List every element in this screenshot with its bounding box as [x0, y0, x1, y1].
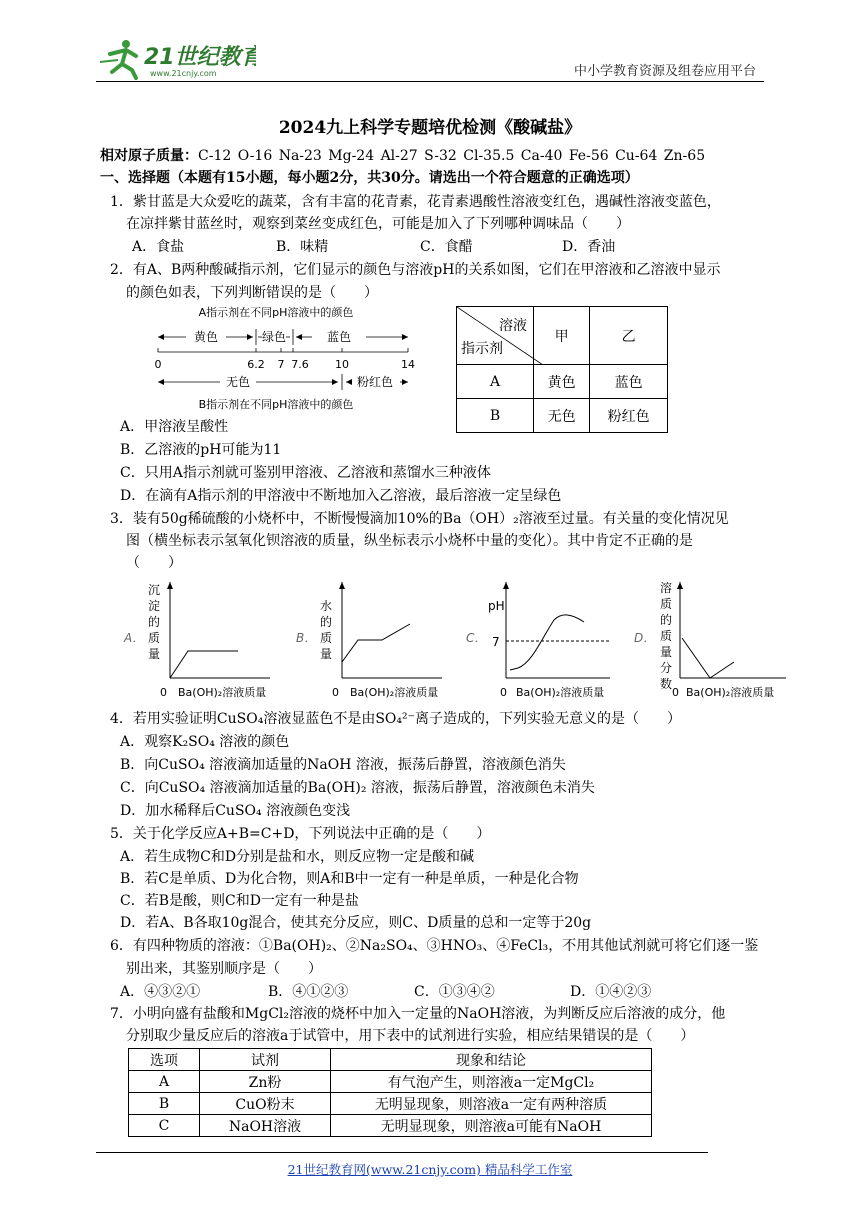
- footer-divider: [96, 1152, 708, 1153]
- svg-text:0: 0: [672, 686, 679, 699]
- q7-row-b-reagent: CuO粉末: [200, 1093, 331, 1115]
- tick-6-2: 6.2: [247, 358, 265, 371]
- q2-line1: 2．有A、B两种酸碱指示剂，它们显示的颜色与溶液pH的关系如图，它们在甲溶液和乙溶液中显示: [110, 262, 721, 278]
- atomic-masses: [100, 146, 705, 166]
- graph-a-label: A．: [124, 631, 145, 645]
- diagram-bottom-title: B指示剂在不同pH溶液中的颜色: [198, 398, 354, 411]
- row-b-c2: 粉红色: [590, 399, 668, 433]
- q5-option-b: B．若C是单质、D为化合物，则A和B中一定有一种是单质，一种是化合物: [120, 871, 579, 887]
- svg-text:质: 质: [660, 597, 673, 611]
- atomic-masses-label: 相对原子质量：: [100, 148, 198, 164]
- graph-c-label: C．: [466, 631, 487, 645]
- svg-text:的: 的: [148, 615, 161, 629]
- svg-text:量: 量: [660, 645, 673, 659]
- q5-option-a: A．若生成物C和D分别是盐和水，则反应物一定是酸和碱: [120, 849, 475, 865]
- tick-7: 7: [277, 358, 285, 371]
- tick-14: 14: [401, 358, 415, 371]
- svg-text:Ba(OH)₂溶液质量: Ba(OH)₂溶液质量: [516, 686, 605, 699]
- ph-indicator-diagram: [150, 302, 430, 418]
- row-b-c1: 无色: [534, 399, 590, 433]
- q4-option-a: A．观察K₂SO₄ 溶液的颜色: [120, 734, 290, 750]
- q7-row-b-result: 无明显现象，则溶液a一定有两种溶质: [331, 1093, 652, 1115]
- q7-row-b-option: B: [129, 1093, 200, 1115]
- footer-link[interactable]: 21世纪教育网(www.21cnjy.com) 精品科学工作室: [287, 1162, 573, 1177]
- graph-b-label: B．: [296, 631, 317, 645]
- svg-text:Ba(OH)₂溶液质量: Ba(OH)₂溶液质量: [686, 686, 775, 699]
- q5-line1: 5．关于化学反应A+B=C+D，下列说法中正确的是（ ）: [110, 826, 491, 842]
- q6-option-d: D．①④②③: [570, 984, 652, 1000]
- q7-row-a-option: A: [129, 1071, 200, 1093]
- table-corner-cell: [457, 307, 534, 365]
- svg-text:0: 0: [500, 686, 507, 699]
- q3-line1: 3．装有50g稀硫酸的小烧杯中，不断慢慢滴加10%的Ba（OH）₂溶液至过量。有关量的变化情况见: [110, 511, 729, 527]
- q1-option-b: B．味精: [276, 239, 329, 255]
- q7-header-option: 选项: [129, 1049, 200, 1071]
- svg-text:水: 水: [320, 599, 333, 613]
- svg-text:的: 的: [660, 613, 673, 627]
- graph-c: [462, 578, 622, 702]
- svg-text:淀: 淀: [148, 599, 161, 613]
- site-logo: [96, 36, 256, 80]
- svg-text:pH: pH: [488, 599, 505, 613]
- graph-d: [630, 578, 790, 702]
- q7-row-c-result: 无明显现象，则溶液a可能有NaOH: [331, 1115, 652, 1137]
- q6-line2: 别出来，其鉴别顺序是（ ）: [126, 961, 322, 977]
- q5-option-c: C．若B是酸，则C和D一定有一种是盐: [120, 893, 359, 909]
- row-a-c2: 蓝色: [590, 365, 668, 399]
- q1-option-c: C．食醋: [420, 239, 473, 255]
- svg-text:量: 量: [320, 647, 333, 661]
- section-heading: 一、选择题（本题有15小题，每小题2分，共30分。请选出一个符合题意的正确选项）: [100, 170, 639, 186]
- svg-text:质: 质: [320, 631, 333, 645]
- q2-option-c: C．只用A指示剂就可鉴别甲溶液、乙溶液和蒸馏水三种液体: [120, 465, 491, 481]
- svg-text:0: 0: [332, 686, 339, 699]
- q6-option-b: B．④①②③: [268, 984, 349, 1000]
- svg-text:Ba(OH)₂溶液质量: Ba(OH)₂溶液质量: [350, 686, 439, 699]
- q1-option-d: D．香油: [562, 239, 616, 255]
- header-divider: [96, 81, 764, 82]
- svg-text:沉: 沉: [148, 583, 161, 597]
- tick-7-6: 7.6: [291, 358, 309, 371]
- q7-row-a-result: 有气泡产生，则溶液a一定MgCl₂: [331, 1071, 652, 1093]
- b-pink-label: 粉红色: [356, 375, 394, 389]
- q7-row-a-reagent: Zn粉: [200, 1071, 331, 1093]
- q7-row-c-reagent: NaOH溶液: [200, 1115, 331, 1137]
- b-colorless-label: 无色: [225, 375, 251, 389]
- logo-text: 21世纪教育: [144, 45, 256, 70]
- svg-text:量: 量: [148, 647, 161, 661]
- tick-10: 10: [335, 358, 349, 371]
- q3-line2: 图（横坐标表示氢氧化钡溶液的质量，纵坐标表示小烧杯中量的变化）。其中肯定不正确的是: [126, 533, 693, 549]
- q2-line2: 的颜色如表，下列判断错误的是（ ）: [126, 285, 378, 301]
- graph-d-label: D．: [634, 631, 656, 645]
- atomic-masses-values: C-12 O-16 Na-23 Mg-24 Al-27 S-32 Cl-35.5 Ca-40 Fe-56 Cu-64 Zn-65: [198, 148, 706, 164]
- svg-text:0: 0: [160, 686, 167, 699]
- svg-text:质: 质: [148, 631, 161, 645]
- indicator-color-table: [456, 306, 668, 433]
- q5-option-d: D．若A、B各取10g混合，使其充分反应，则C、D质量的总和一定等于20g: [120, 915, 592, 931]
- page-title: 2024九上科学专题培优检测《酸碱盐》: [278, 118, 582, 138]
- row-a-c1: 黄色: [534, 365, 590, 399]
- q1-line1: 1．紫甘蓝是大众爱吃的蔬菜，含有丰富的花青素，花青素遇酸性溶液变红色，遇碱性溶液变蓝色，: [110, 194, 721, 210]
- col-header-jia: 甲: [534, 307, 590, 365]
- svg-text:的: 的: [320, 615, 333, 629]
- graph-a: [120, 578, 280, 702]
- q2-option-d: D．在滴有A指示剂的甲溶液中不断地加入乙溶液，最后溶液一定呈绿色: [120, 488, 562, 504]
- corner-bottom-label: 指示剂: [461, 341, 503, 357]
- q1-line2: 在凉拌紫甘蓝丝时，观察到菜丝变成红色，可能是加入了下列哪种调味品（ ）: [126, 216, 630, 232]
- q6-option-a: A．④③②①: [120, 984, 201, 1000]
- q2-option-a: A．甲溶液呈酸性: [120, 419, 229, 435]
- q4-option-d: D．加水稀释后CuSO₄ 溶液颜色变浅: [120, 803, 351, 819]
- q7-line2: 分别取少量反应后的溶液a于试管中，用下表中的试剂进行实验，相应结果错误的是（ ）: [126, 1028, 695, 1044]
- a-blue-label: 蓝色: [326, 330, 352, 344]
- svg-text:溶: 溶: [660, 581, 673, 595]
- svg-text:数: 数: [660, 677, 673, 691]
- corner-top-label: 溶液: [499, 318, 527, 334]
- q7-line1: 7．小明向盛有盐酸和MgCl₂溶液的烧杯中加入一定量的NaOH溶液，为判断反应后溶液的成分，他: [110, 1006, 726, 1022]
- q7-header-reagent: 试剂: [200, 1049, 331, 1071]
- q1-option-a: A．食盐: [132, 239, 185, 255]
- graph-b: [292, 578, 452, 702]
- a-green-label: 绿色: [261, 330, 287, 344]
- q2-option-b: B．乙溶液的pH可能为11: [120, 442, 282, 458]
- row-a-name: A: [457, 365, 534, 399]
- platform-name: 中小学教育资源及组卷应用平台: [573, 64, 756, 79]
- svg-text:7: 7: [492, 635, 500, 649]
- svg-text:Ba(OH)₂溶液质量: Ba(OH)₂溶液质量: [178, 686, 267, 699]
- svg-text:质: 质: [660, 629, 673, 643]
- q4-option-b: B．向CuSO₄ 溶液滴加适量的NaOH 溶液，振荡后静置，溶液颜色消失: [120, 757, 566, 773]
- q7-header-result: 现象和结论: [331, 1049, 652, 1071]
- q3-line3: （ ）: [126, 555, 182, 571]
- tick-0: 0: [154, 358, 162, 371]
- svg-text:分: 分: [660, 661, 673, 675]
- q4-line1: 4．若用实验证明CuSO₄溶液显蓝色不是由SO₄²⁻离子造成的，下列实验无意义的是（ ）: [110, 711, 681, 727]
- q7-row-c-option: C: [129, 1115, 200, 1137]
- diagram-top-title: A指示剂在不同pH溶液中的颜色: [198, 306, 354, 319]
- q4-option-c: C．向CuSO₄ 溶液滴加适量的Ba(OH)₂ 溶液，振荡后静置，溶液颜色未消失: [120, 780, 595, 796]
- runner-logo-icon: [96, 36, 256, 80]
- q6-option-c: C．①③④②: [414, 984, 495, 1000]
- row-b-name: B: [457, 399, 534, 433]
- logo-url: www.21cnjy.com: [150, 69, 217, 78]
- col-header-yi: 乙: [590, 307, 668, 365]
- a-yellow-label: 黄色: [193, 330, 219, 344]
- q6-line1: 6．有四种物质的溶液：①Ba(OH)₂、②Na₂SO₄、③HNO₃、④FeCl₃，不用其他试剂就可将它们逐一鉴: [110, 938, 759, 954]
- q7-reagent-table: [128, 1048, 652, 1137]
